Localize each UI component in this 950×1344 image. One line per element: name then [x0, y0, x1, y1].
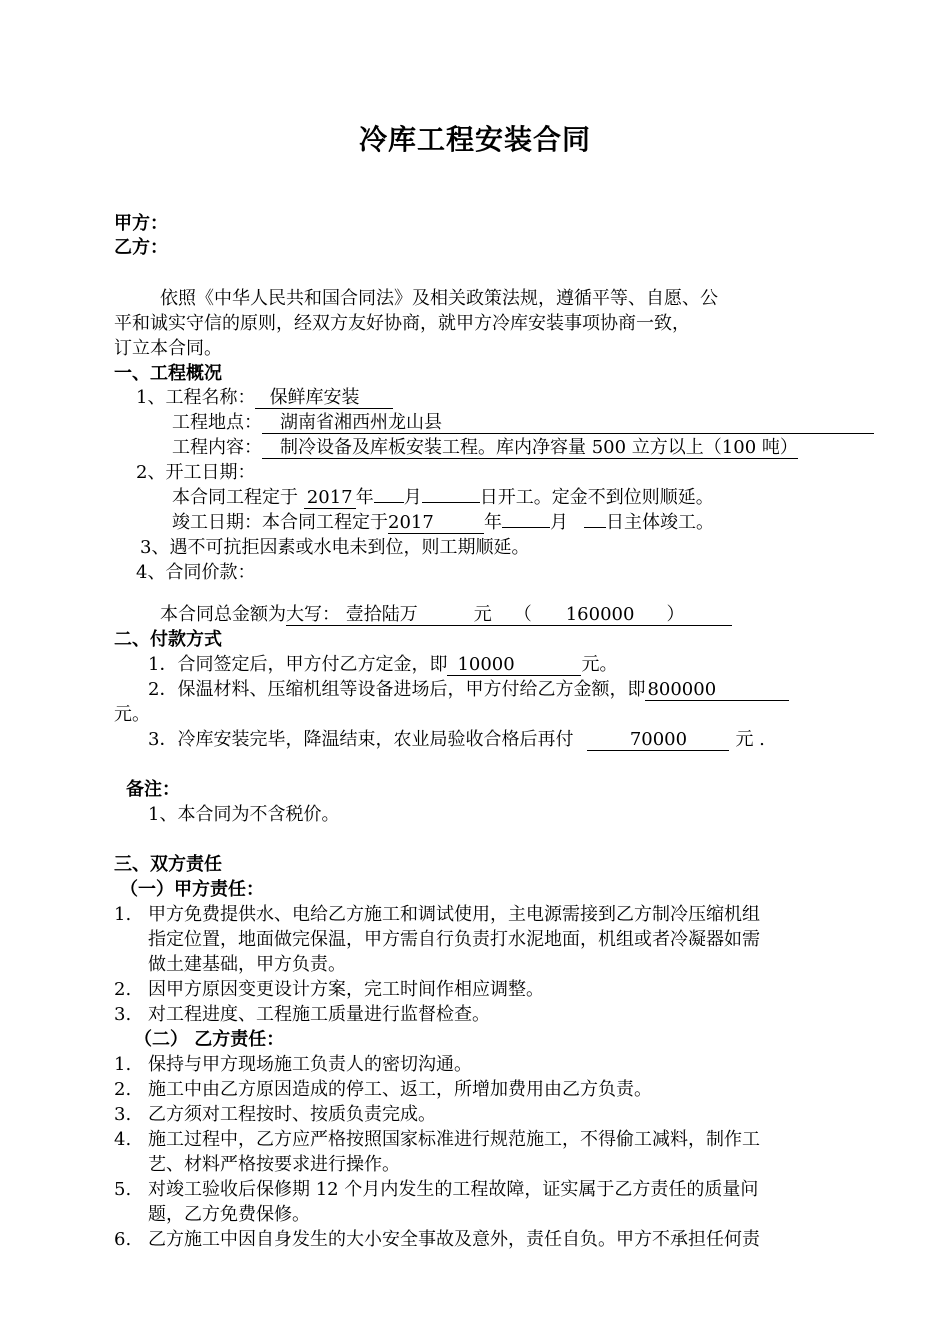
start-date-row	[172, 486, 714, 510]
total-amount-value	[286, 605, 732, 626]
note-item-1: 1、本合同为不含税价。	[148, 804, 340, 825]
total-amount-number: 160000	[565, 604, 635, 625]
project-content-row	[172, 436, 798, 460]
party-a-duty-number-3: 3.	[114, 1004, 132, 1025]
start-month-blank	[374, 502, 404, 503]
party-b-duty-number-2: 2.	[114, 1079, 132, 1100]
party-b-duty-1-line-1: 保持与甲方现场施工负责人的密切沟通。	[148, 1054, 472, 1075]
payment-2-unit: 元。	[114, 704, 150, 725]
party-b-duty-3-line-1: 乙方须对工程按时、按质负责完成。	[148, 1104, 436, 1125]
party-a-duties-heading: （一）甲方责任：	[120, 879, 264, 900]
finish-year-unit: 年	[484, 512, 502, 533]
project-content-label: 工程内容：	[172, 437, 262, 458]
note-heading: 备注：	[126, 779, 180, 800]
start-month-unit: 月	[403, 487, 422, 508]
payment-3-text: 3．冷库安装完毕，降温结束，农业局验收合格后再付	[148, 729, 574, 750]
start-date-text: 本合同工程定于	[172, 487, 298, 508]
finish-day-blank	[584, 527, 606, 528]
party-b-duty-number-1: 1.	[114, 1054, 132, 1075]
payment-2-amount: 800000	[645, 680, 789, 701]
project-name-label: 1、工程名称：	[136, 387, 256, 408]
party-a-duty-1-line-2: 指定位置，地面做完保温，甲方需自行负责打水泥地面，机组或者冷凝器如需	[148, 929, 760, 950]
project-site-label: 工程地点：	[172, 412, 262, 433]
start-date-suffix: 日开工。定金不到位则顺延。	[479, 487, 714, 508]
intro-line-3: 订立本合同。	[114, 338, 222, 359]
start-date-label: 2、开工日期：	[136, 462, 256, 483]
project-name-value: 保鲜库安装	[255, 388, 393, 409]
party-a-duty-1-line-1: 甲方免费提供水、电给乙方施工和调试使用，主电源需接到乙方制冷压缩机组	[148, 904, 760, 925]
total-amount-label: 本合同总金额为	[160, 604, 286, 625]
start-year-unit: 年	[355, 487, 374, 508]
total-amount-row	[160, 603, 732, 627]
party-a-duty-2-line-1: 因甲方原因变更设计方案，完工时间作相应调整。	[148, 979, 544, 1000]
party-a-duty-3-line-1: 对工程进度、工程施工质量进行监督检查。	[148, 1004, 490, 1025]
party-b-duty-number-6: 6.	[114, 1229, 132, 1250]
finish-month-blank	[502, 527, 550, 528]
party-b-duty-6-line-1: 乙方施工中因自身发生的大小安全事故及意外，责任自负。甲方不承担任何责	[148, 1229, 760, 1250]
payment-2-text: 2．保温材料、压缩机组等设备进场后，甲方付给乙方金额，即	[148, 679, 646, 700]
party-b-duty-number-3: 3.	[114, 1104, 132, 1125]
payment-1-text: 1．合同签定后，甲方付乙方定金，即	[148, 654, 448, 675]
section-1-heading: 一、工程概况	[114, 363, 222, 384]
payment-1-unit: 元。	[581, 654, 618, 675]
party-b-duty-4-line-1: 施工过程中，乙方应严格按照国家标准进行规范施工，不得偷工减料，制作工	[148, 1129, 760, 1150]
party-b-duty-number-4: 4.	[114, 1129, 132, 1150]
party-b-duty-5-line-1: 对竣工验收后保修期 12 个月内发生的工程故障，证实属于乙方责任的质量问	[148, 1179, 759, 1200]
intro-line-1: 依照《中华人民共和国合同法》及相关政策法规，遵循平等、自愿、公	[160, 288, 718, 309]
total-amount-close-paren: ）	[666, 604, 685, 625]
party-b-duty-5-line-2: 题，乙方免费保修。	[148, 1204, 310, 1225]
party-b-duty-number-5: 5.	[114, 1179, 132, 1200]
finish-year-value: 2017	[388, 513, 484, 534]
payment-3-unit: 元 .	[735, 729, 765, 750]
party-a-duty-1-line-3: 做土建基础，甲方负责。	[148, 954, 346, 975]
contract-price-label: 4、合同价款：	[136, 562, 256, 583]
party-b-duty-4-line-2: 艺、材料严格按要求进行操作。	[148, 1154, 400, 1175]
finish-date-row	[172, 511, 714, 535]
payment-2-row	[148, 678, 789, 702]
total-amount-words: 大写： 壹拾陆万	[286, 604, 418, 625]
force-majeure-item: 3、遇不可抗拒因素或水电未到位，则工期顺延。	[140, 537, 530, 558]
party-a-duty-number-2: 2.	[114, 979, 132, 1000]
total-amount-yuan: 元	[473, 604, 492, 625]
party-a-duty-number-1: 1.	[114, 904, 132, 925]
party-a-label: 甲方：	[114, 213, 168, 234]
finish-date-text: 竣工日期：本合同工程定于	[172, 512, 388, 533]
party-b-duty-2-line-1: 施工中由乙方原因造成的停工、返工，所增加费用由乙方负责。	[148, 1079, 652, 1100]
intro-line-2: 平和诚实守信的原则，经双方友好协商，就甲方冷库安装事项协商一致，	[114, 313, 690, 334]
total-amount-open-paren: （	[513, 604, 532, 625]
project-site-row	[172, 411, 874, 435]
project-site-value: 湖南省湘西州龙山县	[262, 413, 874, 434]
payment-1-amount: 10000	[447, 655, 581, 676]
start-year-value: 2017	[304, 488, 356, 509]
party-b-label: 乙方：	[114, 237, 168, 258]
project-name-row	[136, 386, 393, 410]
document-title: 冷库工程安装合同	[358, 123, 591, 156]
section-3-heading: 三、双方责任	[114, 854, 222, 875]
party-b-duties-heading: （二） 乙方责任：	[134, 1029, 285, 1050]
project-content-value: 制冷设备及库板安装工程。库内净容量 500 立方以上（100 吨）	[262, 438, 798, 459]
finish-date-suffix: 日主体竣工。	[606, 512, 714, 533]
payment-3-row	[148, 728, 765, 752]
finish-month-unit: 月	[550, 512, 568, 533]
start-day-blank	[422, 502, 480, 503]
payment-1-row	[148, 653, 617, 677]
section-2-heading: 二、付款方式	[114, 629, 222, 650]
payment-3-amount: 70000	[587, 730, 729, 751]
